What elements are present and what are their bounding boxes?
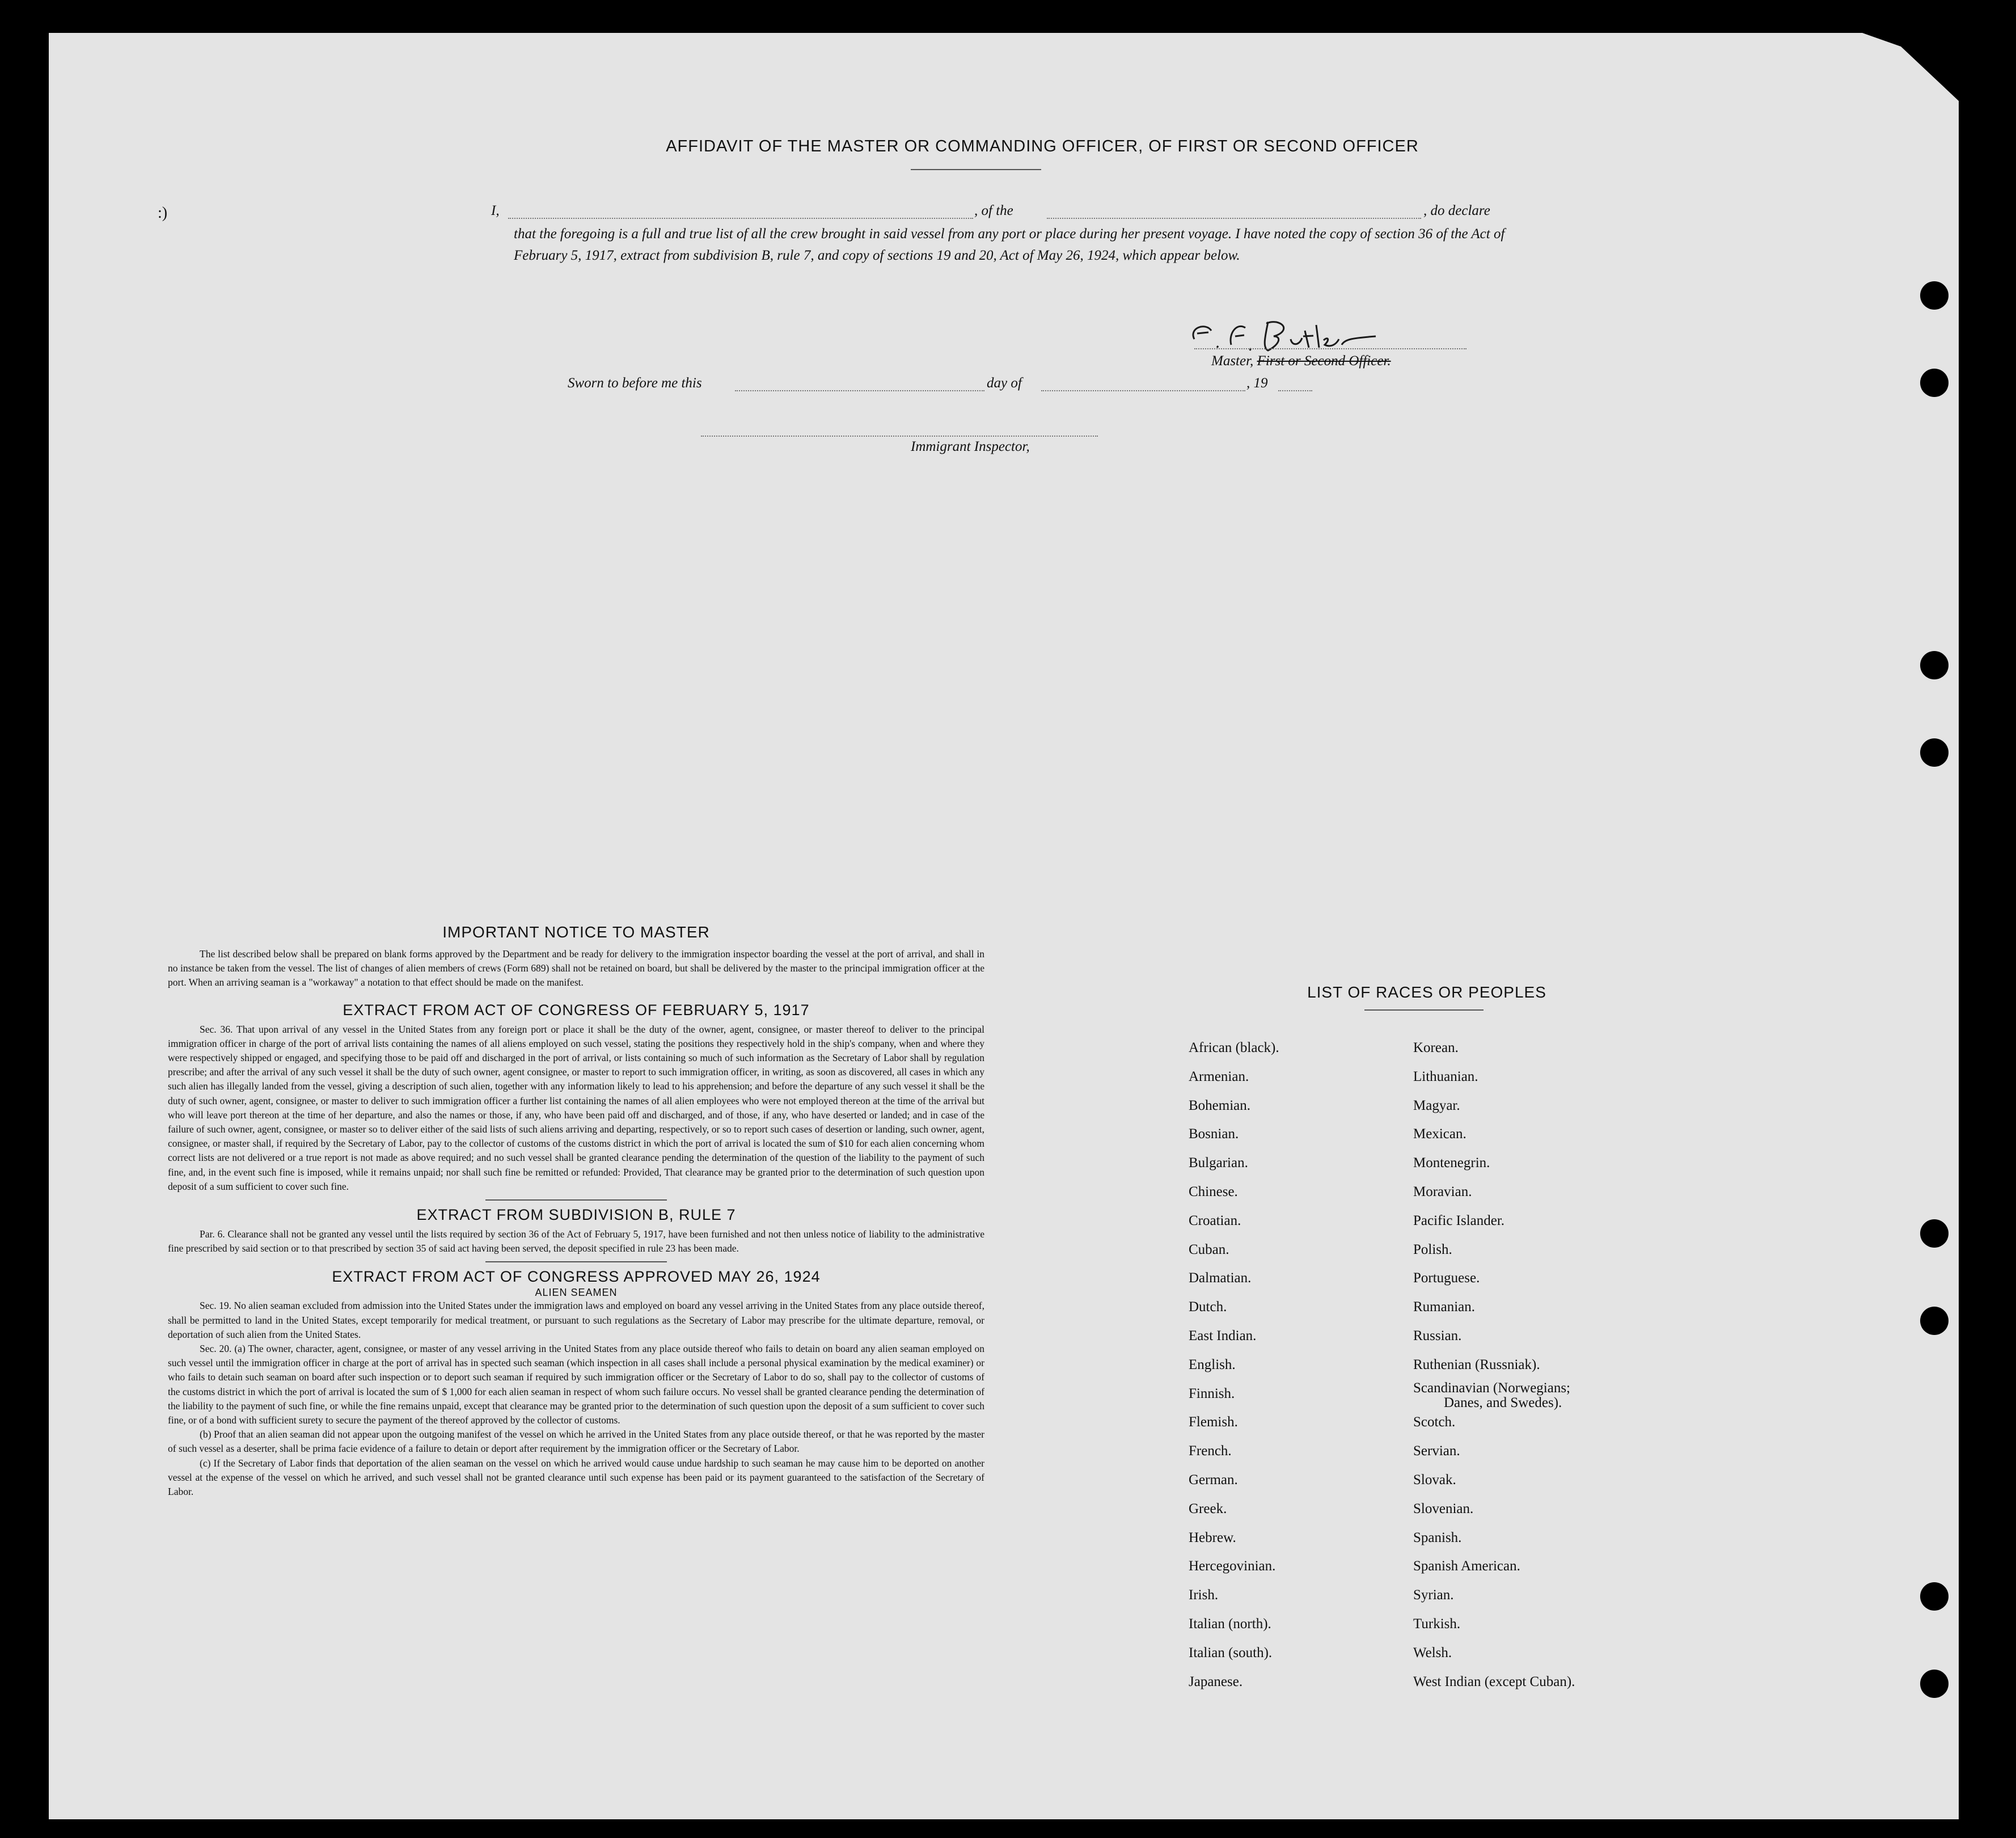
race-item: Welsh. [1413, 1645, 1452, 1660]
races-title-rule [1364, 1009, 1484, 1011]
sec20c-body: (c) If the Secretary of Labor finds that deportation of the alien seaman on the vessel on which he arrived would cause undue hardship to such seaman he may cause him to be deported on another vessel at the expense of the vessel on which he arrived, and such vessel shall not be granted clearance until such expense has been paid or its payment guaranteed to the satisfaction of the Secretary of Labor. [168, 1457, 984, 1498]
races-title: LIST OF RACES OR PEOPLES [1307, 983, 1546, 1001]
punch-hole [1920, 1582, 1949, 1611]
inspector-signature-line [701, 436, 1098, 437]
race-item: Portuguese. [1413, 1270, 1480, 1286]
race-item: Finnish. [1189, 1385, 1235, 1401]
master-label: Master, [1211, 353, 1254, 369]
race-item: Spanish American. [1413, 1558, 1520, 1574]
race-item: Hercegovinian. [1189, 1558, 1276, 1574]
sworn-label: Sworn to before me this [568, 375, 702, 391]
notice-title: IMPORTANT NOTICE TO MASTER [442, 923, 710, 941]
race-item: Dalmatian. [1189, 1270, 1252, 1286]
rule7-body: Par. 6. Clearance shall not be granted any vessel until the lists required by section 36 of the Act of February 5, 1917, have been furnished and not then unless notice of liability to the administrative fine prescribed by said section or to that prescribed by section 35 of said act having been served, the deposit specified in rule 23 has been made. [168, 1228, 984, 1254]
affidavit-title: AFFIDAVIT OF THE MASTER OR COMMANDING OFFICER, OF FIRST OR SECOND OFFICER [666, 137, 1419, 155]
inspector-label: Immigrant Inspector, [911, 439, 1030, 454]
race-item-continuation: Danes, and Swedes). [1444, 1395, 1562, 1410]
alien-seamen-heading: ALIEN SEAMEN [535, 1287, 618, 1299]
sec36-title: EXTRACT FROM ACT OF CONGRESS OF FEBRUARY 5, 1917 [343, 1001, 810, 1019]
act1924-title: EXTRACT FROM ACT OF CONGRESS APPROVED MAY 26, 1924 [332, 1268, 821, 1286]
punch-hole [1920, 651, 1949, 679]
race-item: African (black). [1189, 1040, 1279, 1055]
race-item: Croatian. [1189, 1212, 1241, 1228]
notice-section [168, 923, 984, 1499]
race-item: Moravian. [1413, 1184, 1472, 1199]
punch-hole [1920, 369, 1949, 397]
race-item: Korean. [1413, 1040, 1459, 1055]
margin-mark: :) [158, 204, 168, 222]
race-item: Chinese. [1189, 1184, 1238, 1199]
race-item: Scandinavian (Norwegians; [1413, 1380, 1571, 1396]
race-item: Pacific Islander. [1413, 1212, 1505, 1228]
signature-line [1194, 348, 1466, 349]
punch-hole [1920, 281, 1949, 310]
punch-hole [1920, 1307, 1949, 1335]
race-item: Russian. [1413, 1328, 1462, 1343]
sec20a-body: Sec. 20. (a) The owner, character, agent, consignee, or master of any vessel arriving in the United States from any place outside thereof who fails to detain on board any alien seaman employed on such vessel until the immigration officer in charge at the port of arrival has in spected such seaman (which inspection in all cases shall include a personal physical examination by the medical examiner) or who fails to detain such seaman on board after such inspection or to deport such seaman if required by such immigration officer or the Secretary of Labor to do so, shall pay to the collector of customs of the customs district in which the port of arrival is located the sum of $ 1,000 for each alien seaman in respect of whom such failure occurs. No vessel shall be granted clearance pending the determination of the liability to the payment of such fine, or while the fine remains unpaid, except that clearance may be granted prior to the determination of such question upon the deposit of a sum sufficient to cover such fine, or of a bond with sufficient surety to secure the payment of the thereof approved by the collector of customs. [168, 1343, 984, 1426]
vessel-blank [1047, 218, 1421, 219]
race-item: Cuban. [1189, 1241, 1229, 1257]
race-item: Slovak. [1413, 1472, 1456, 1488]
race-item: Magyar. [1413, 1097, 1460, 1113]
race-item: Bohemian. [1189, 1097, 1251, 1113]
race-item: Italian (south). [1189, 1645, 1273, 1660]
race-item: Scotch. [1413, 1414, 1456, 1430]
race-item: Spanish. [1413, 1529, 1462, 1545]
divider [485, 1261, 667, 1262]
year-blank [1278, 390, 1312, 391]
month-blank [1041, 390, 1245, 391]
document-page [49, 33, 1959, 1819]
punch-hole [1920, 1670, 1949, 1698]
race-item: Dutch. [1189, 1299, 1227, 1315]
rule7-title: EXTRACT FROM SUBDIVISION B, RULE 7 [416, 1206, 736, 1224]
sec19-body: Sec. 19. No alien seaman excluded from admission into the United States under the immigration laws and employed on board any vessel arriving in the United States from any place outside thereof, shall be permitted to land in the United States, except temporarily for medical treatment, or pursuant to such regulations as the Secretary of Labor may prescribe for the ultimate departure, removal, or deportation of such alien from the United States. [168, 1300, 984, 1340]
race-item: Greek. [1189, 1501, 1227, 1516]
race-item: French. [1189, 1443, 1232, 1459]
race-item: Japanese. [1189, 1674, 1243, 1689]
race-item: Ruthenian (Russniak). [1413, 1357, 1540, 1372]
name-blank [508, 218, 973, 219]
race-item: Mexican. [1413, 1126, 1466, 1142]
of-the-label: , of the [974, 203, 1013, 218]
race-item: Polish. [1413, 1241, 1452, 1257]
race-item: Bulgarian. [1189, 1155, 1248, 1171]
race-item: Hebrew. [1189, 1529, 1236, 1545]
race-item: West Indian (except Cuban). [1413, 1674, 1575, 1689]
signature-caption [1211, 353, 1391, 369]
notice-body: The list described below shall be prepared on blank forms approved by the Department and be ready for delivery to the immigration inspector boarding the vessel at the port of arrival, and shall in no instance be taken from the vessel. The list of changes of alien members of crews (Form 689) shall not be retained on board, but shall be delivered by the master to the principal immigration officer at the port. When an arriving seaman is a "workaway" a notation to that effect should be made on the manifest. [168, 948, 984, 988]
race-item: Irish. [1189, 1587, 1219, 1603]
divider [485, 1199, 667, 1201]
affidavit-body: that the foregoing is a full and true list of all the crew brought in said vessel from any port or place during her present voyage. I have noted the copy of section 36 of the Act of February 5, 1917, extract from subdivision B, rule 7, and copy of sections 19 and 20, Act of May 26, 1924, which appear below. [514, 226, 1505, 263]
torn-corner [1862, 33, 1959, 101]
struck-officer-label: First or Second Officer. [1257, 353, 1391, 369]
race-item: Slovenian. [1413, 1501, 1474, 1516]
sec20b-body: (b) Proof that an alien seaman did not appear upon the outgoing manifest of the vessel on which he arrived in the United States from any place outside thereof, or that he was reported by the master of such vessel as a deserter, shall be prima facie evidence of a failure to detain or deport after requirement by the immigration officer or the Secretary of Labor. [168, 1429, 984, 1455]
race-item: Turkish. [1413, 1616, 1461, 1632]
title-rule [911, 169, 1041, 170]
race-item: Flemish. [1189, 1414, 1238, 1430]
race-item: English. [1189, 1357, 1236, 1372]
year-label: , 19 [1246, 375, 1268, 391]
day-of-label: day of [987, 375, 1022, 391]
do-declare-label: , do declare [1423, 203, 1490, 218]
punch-hole [1920, 1219, 1949, 1248]
race-item: Servian. [1413, 1443, 1460, 1459]
race-item: Rumanian. [1413, 1299, 1476, 1315]
race-item: Italian (north). [1189, 1616, 1271, 1632]
race-item: Syrian. [1413, 1587, 1454, 1603]
sworn-date-blank [735, 390, 984, 391]
sec36-body: Sec. 36. That upon arrival of any vessel in the United States from any foreign port or place it shall be the duty of the owner, agent, consignee, or master thereof to deliver to the principal immigration officer in charge of the port of arrival lists containing the names of all aliens employed on such vessel, stating the positions they respectively hold in the ship's company, when and where they were respectively shipped or engaged, and specifying those to be paid off and discharged in the port of arrival, or lists containing so much of such information as the Secretary of Labor shall by regulation prescribe; and after the arrival of any such vessel it shall be the duty of such owner, agent consignee, or master to report to such immigration officer, in writing, as soon as discovered, all cases in which any such alien has illegally landed from the vessel, giving a description of such alien, together with any information likely to lead to his apprehension; and before the departure of any such vessel it shall be the duty of such owner, agent, consignee, or master to deliver to such immigration officer a further list containing the names of all alien employees who were not employed thereon at the time of the arrival but who will leave port thereon at the time of her departure, and also the names or those, if any, who have been paid off and discharged, and of those, if any, who have deserted or landed; and in case of the failure of such owner, agent, consignee, or master so to deliver either of the said lists of such aliens arriving and departing, respectively, or so to report such cases of desertion or landing, such owner, agent, consignee, or master shall, if required by the Secretary of Labor, pay to the collector of customs of the customs district in which the port of arrival is located the sum of $10 for each alien concerning whom correct lists are not delivered or a true report is not made as above required; and no such vessel shall be granted clearance pending the determination of the question of the liability to the payment of such fine, and, in the event such fine is imposed, while it remains unpaid; nor shall such fine be remitted or refunded: Provided, That clearance may be granted prior to the determination of such question upon deposit of a sum sufficient to cover such fine. [168, 1023, 984, 1192]
race-item: Montenegrin. [1413, 1155, 1490, 1171]
race-item: Lithuanian. [1413, 1068, 1478, 1084]
race-item: German. [1189, 1472, 1238, 1488]
race-item: Armenian. [1189, 1068, 1249, 1084]
race-item: Bosnian. [1189, 1126, 1239, 1142]
race-item: East Indian. [1189, 1328, 1257, 1343]
i-label: I, [491, 203, 500, 218]
punch-hole [1920, 738, 1949, 767]
